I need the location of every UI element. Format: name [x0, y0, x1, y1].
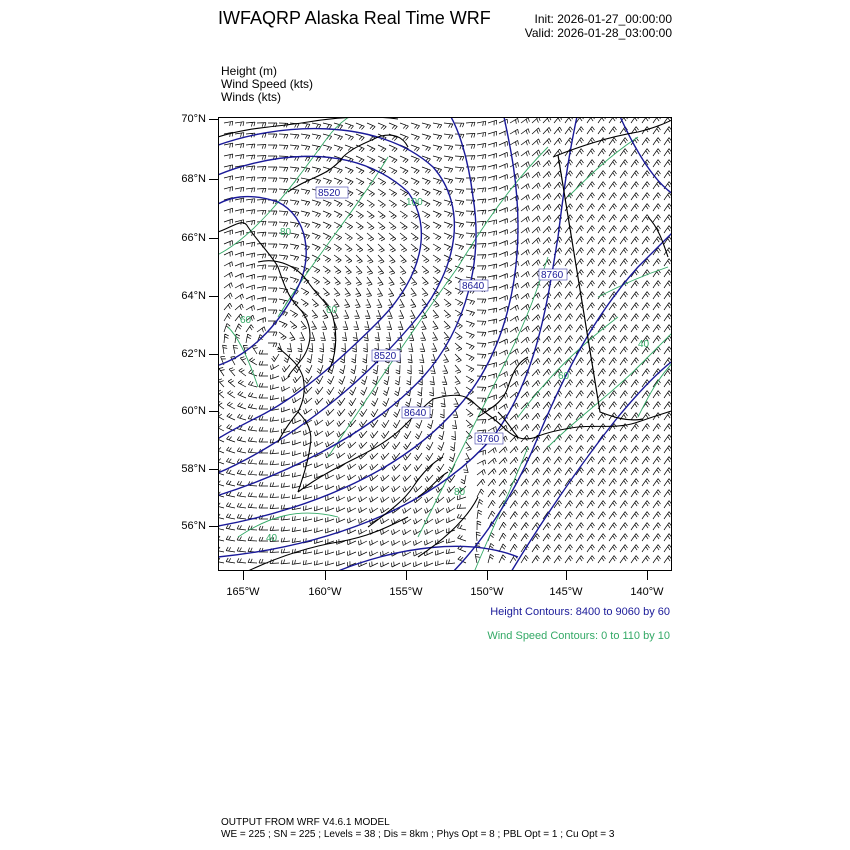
- wind-speed-label: 40: [266, 533, 278, 544]
- height-label: 8640: [404, 408, 427, 419]
- lat-label: 60°N: [181, 405, 206, 417]
- wind-speed-label: 60: [326, 305, 338, 316]
- lat-label: 68°N: [181, 173, 206, 185]
- height-contour-legend: Height Contours: 8400 to 9060 by 60: [490, 606, 670, 618]
- height-label: 8520: [374, 351, 397, 362]
- height-label: 8760: [477, 434, 500, 445]
- lon-label: 150°W: [470, 586, 504, 598]
- lat-label: 64°N: [181, 290, 206, 302]
- weather-map: [218, 117, 672, 571]
- wind-speed-label: 60: [240, 315, 252, 326]
- map-title: IWFAQRP Alaska Real Time WRF: [218, 8, 491, 28]
- wind-contour-legend: Wind Speed Contours: 0 to 110 by 10: [487, 630, 670, 642]
- model-output-line: OUTPUT FROM WRF V4.6.1 MODEL: [221, 817, 390, 828]
- lat-label: 58°N: [181, 463, 206, 475]
- valid-time: Valid: 2026-01-28_03:00:00: [524, 26, 672, 40]
- lon-label: 165°W: [226, 586, 260, 598]
- height-label: 8760: [541, 270, 564, 281]
- wind-speed-label: 60: [558, 371, 570, 382]
- wind-speed-label: 40: [638, 339, 650, 350]
- wind-speed-label: 80: [454, 487, 466, 498]
- field-winds: Winds (kts): [221, 90, 281, 104]
- lat-label: 62°N: [181, 348, 206, 360]
- model-config-line: WE = 225 ; SN = 225 ; Levels = 38 ; Dis = 8km ; Phys Opt = 8 ; PBL Opt = 1 ; Cu Opt = 3: [221, 829, 615, 840]
- height-label: 8520: [318, 188, 341, 199]
- lat-label: 66°N: [181, 232, 206, 244]
- init-time: Init: 2026-01-27_00:00:00: [534, 12, 672, 26]
- height-label: 8640: [462, 281, 485, 292]
- lon-label: 145°W: [549, 586, 583, 598]
- lat-label: 70°N: [181, 113, 206, 125]
- field-wind-speed: Wind Speed (kts): [221, 77, 314, 91]
- lon-label: 140°W: [630, 586, 664, 598]
- lon-label: 160°W: [308, 586, 342, 598]
- field-height: Height (m): [221, 64, 278, 78]
- wind-speed-label: 80: [280, 227, 292, 238]
- wind-speed-label: 100: [406, 197, 423, 208]
- lat-label: 56°N: [181, 520, 206, 532]
- lon-label: 155°W: [389, 586, 423, 598]
